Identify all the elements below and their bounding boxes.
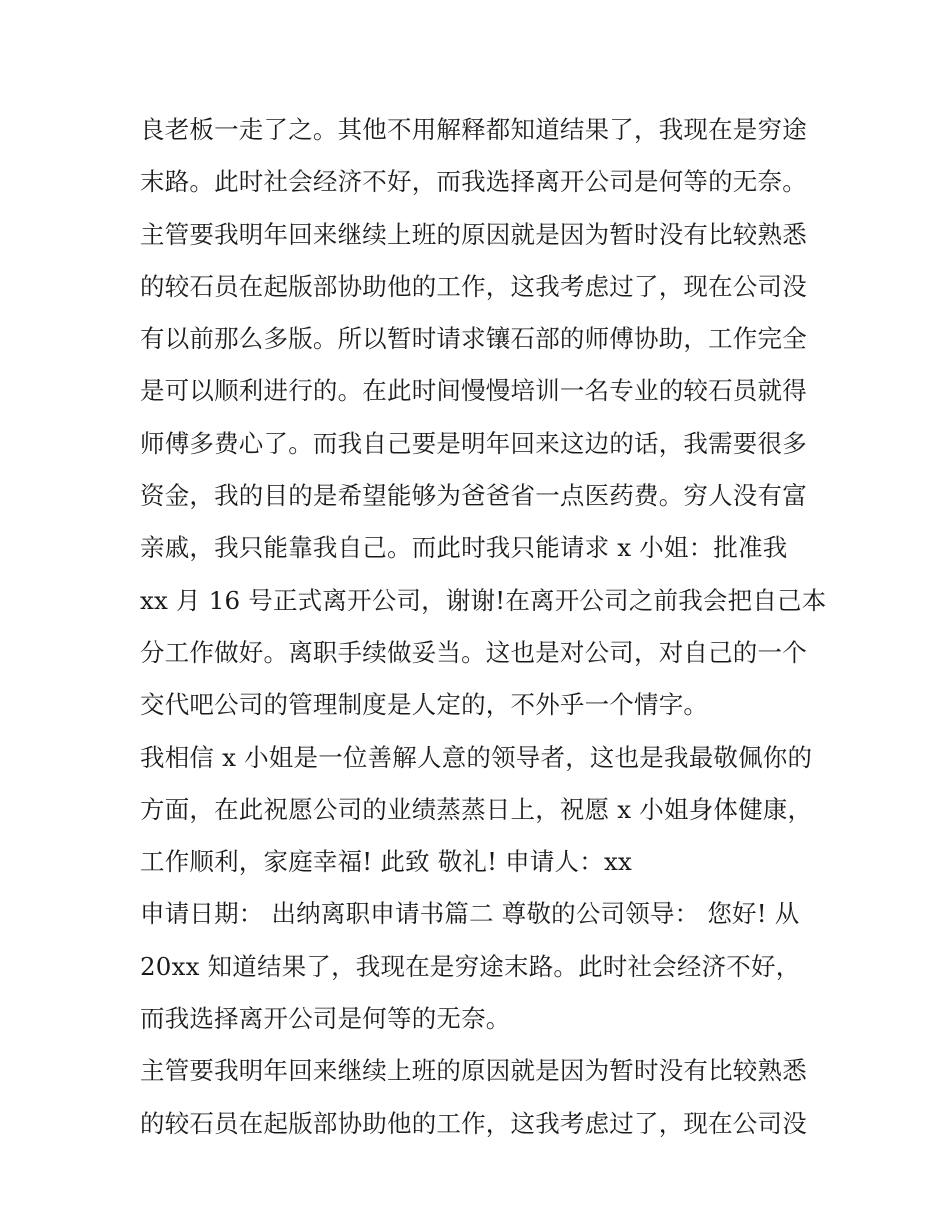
text-line: 分工作做好。离职手续做妥当。这也是对公司，对自己的一个 xyxy=(140,637,807,667)
text-line: 资金，我的目的是希望能够为爸爸省一点医药费。穷人没有富 xyxy=(140,481,807,511)
text-line: 末路。此时社会经济不好，而我选择离开公司是何等的无奈。 xyxy=(140,167,807,197)
text-line: 师傅多费心了。而我自己要是明年回来这边的话，我需要很多 xyxy=(140,428,807,458)
text-line: 20xx 知道结果了，我现在是穷途末路。此时社会经济不好， xyxy=(140,951,801,981)
text-line: 方面，在此祝愿公司的业绩蒸蒸日上，祝愿 x 小姐身体健康， xyxy=(140,794,813,824)
text-line: 的较石员在起版部协助他的工作，这我考虑过了，现在公司没 xyxy=(140,1108,807,1138)
text-line: 而我选择离开公司是何等的无奈。 xyxy=(140,1004,511,1034)
text-line: 主管要我明年回来继续上班的原因就是因为暂时没有比较熟悉 xyxy=(140,219,807,249)
text-line: 的较石员在起版部协助他的工作，这我考虑过了，现在公司没 xyxy=(140,271,807,301)
text-line: 工作顺利，家庭幸福! 此致 敬礼! 申请人：xx xyxy=(140,847,632,877)
text-line: 主管要我明年回来继续上班的原因就是因为暂时没有比较熟悉 xyxy=(140,1056,807,1086)
text-line: 申请日期： 出纳离职申请书篇二 尊敬的公司领导： 您好! 从 xyxy=(140,899,800,929)
text-line: 我相信 x 小姐是一位善解人意的领导者，这也是我最敬佩你的 xyxy=(140,742,813,772)
text-line: 有以前那么多版。所以暂时请求镶石部的师傅协助，工作完全 xyxy=(140,324,807,354)
text-line: 交代吧公司的管理制度是人定的，不外乎一个情字。 xyxy=(140,690,709,720)
text-line: 亲戚，我只能靠我自己。而此时我只能请求 x 小姐：批准我 xyxy=(140,533,788,563)
body-text xyxy=(140,104,840,1150)
text-line: xx 月 16 号正式离开公司，谢谢!在离开公司之前我会把自己本 xyxy=(140,585,827,615)
text-line: 良老板一走了之。其他不用解释都知道结果了，我现在是穷途 xyxy=(140,115,807,144)
text-line: 是可以顺利进行的。在此时间慢慢培训一名专业的较石员就得 xyxy=(140,376,807,406)
